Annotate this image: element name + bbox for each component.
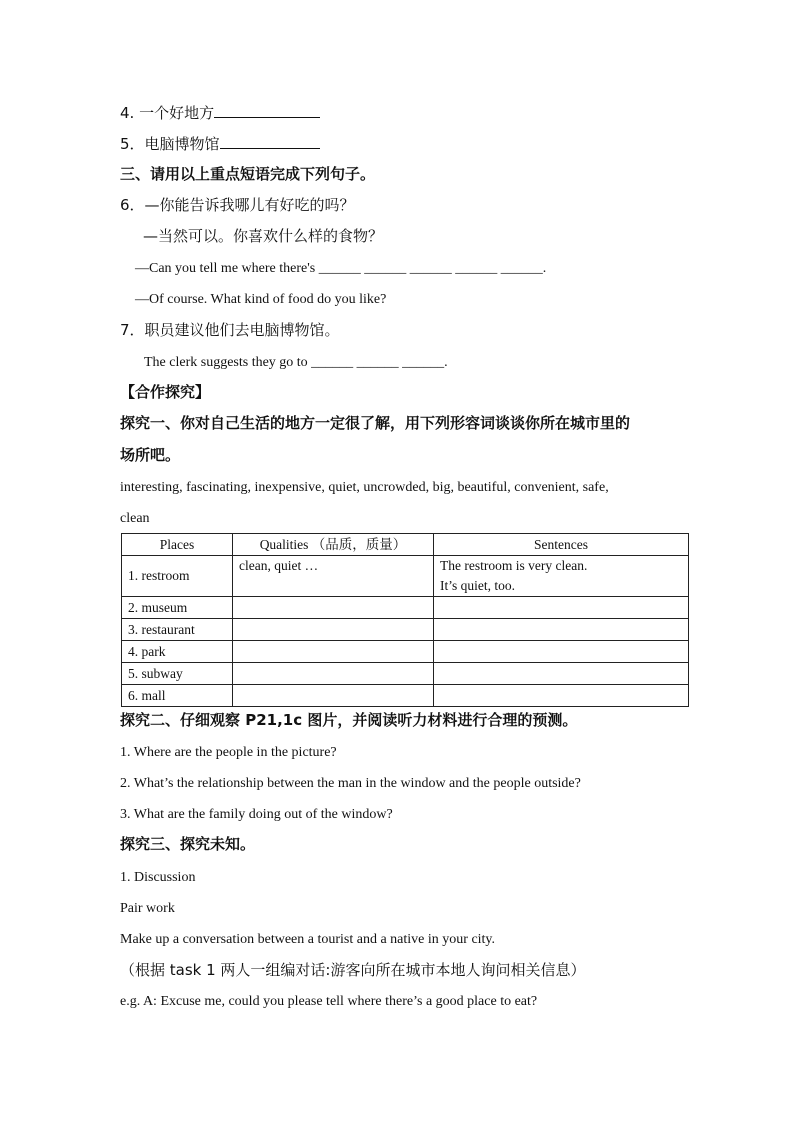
conversation-note: （根据 task 1 两人一组编对话:游客向所在城市本地人询问相关信息） xyxy=(120,961,586,979)
example-line: e.g. A: Excuse me, could you please tell where there’s a good place to eat? xyxy=(120,994,538,1009)
header-places: Places xyxy=(122,534,233,556)
table-header-row xyxy=(122,534,689,556)
q6-cn-line1: 6．—你能告诉我哪儿有好吃的吗？ xyxy=(120,196,355,214)
phrase-4 xyxy=(120,103,320,122)
table-row xyxy=(122,663,689,685)
table-row xyxy=(122,619,689,641)
place-cell: 4. park xyxy=(122,641,233,663)
table-row xyxy=(122,597,689,619)
discussion-item: 1. Discussion xyxy=(120,870,196,885)
explore2-question-3: 3. What are the family doing out of the window? xyxy=(120,807,393,822)
table-row xyxy=(122,641,689,663)
header-sentences: Sentences xyxy=(434,534,689,556)
adjectives-line2: clean xyxy=(120,511,150,526)
q6-cn-line2: —当然可以。你喜欢什么样的食物？ xyxy=(143,227,384,245)
q7-cn: 7．职员建议他们去电脑博物馆。 xyxy=(120,321,340,339)
q6-en-line2: —Of course. What kind of food do you like? xyxy=(135,292,387,307)
explore1-heading-line2: 场所吧。 xyxy=(120,446,181,464)
answer-blank[interactable] xyxy=(220,134,320,149)
quality-cell[interactable] xyxy=(233,685,434,707)
sentence-line: The restroom is very clean. xyxy=(440,558,588,573)
quality-cell[interactable] xyxy=(233,619,434,641)
conversation-instruction: Make up a conversation between a tourist and a native in your city. xyxy=(120,932,496,947)
sentence-cell[interactable] xyxy=(434,597,689,619)
place-cell: 6. mall xyxy=(122,685,233,707)
coop-heading: 【合作探究】 xyxy=(120,383,211,401)
answer-blank[interactable] xyxy=(214,103,320,118)
place-cell: 1. restroom xyxy=(122,556,233,597)
quality-cell[interactable] xyxy=(233,663,434,685)
places-table xyxy=(121,533,689,707)
sentence-cell[interactable] xyxy=(434,619,689,641)
explore3-heading: 探究三、探究未知。 xyxy=(120,835,256,853)
phrase-5 xyxy=(120,134,320,153)
header-qualities: Qualities （品质，质量） xyxy=(233,534,434,556)
sentence-cell[interactable] xyxy=(434,641,689,663)
place-cell: 2. museum xyxy=(122,597,233,619)
table-row xyxy=(122,685,689,707)
sentence-cell[interactable] xyxy=(434,663,689,685)
place-cell: 3. restaurant xyxy=(122,619,233,641)
sentence-cell[interactable] xyxy=(434,685,689,707)
quality-cell[interactable] xyxy=(233,641,434,663)
explore2-question-1: 1. Where are the people in the picture? xyxy=(120,745,337,760)
sentence-cell[interactable] xyxy=(434,556,689,597)
pair-work-label: Pair work xyxy=(120,901,175,916)
adjectives-line1: interesting, fascinating, inexpensive, quiet, uncrowded, big, beautiful, convenient, safe, xyxy=(120,480,609,495)
place-cell: 5. subway xyxy=(122,663,233,685)
phrase-4-text: 4. 一个好地方 xyxy=(120,104,215,122)
sentence-line: It’s quiet, too. xyxy=(440,578,515,593)
quality-cell[interactable]: clean, quiet … xyxy=(233,556,434,597)
explore2-question-2: 2. What’s the relationship between the man in the window and the people outside? xyxy=(120,776,581,791)
section3-heading: 三、请用以上重点短语完成下列句子。 xyxy=(120,165,376,183)
quality-cell[interactable] xyxy=(233,597,434,619)
q7-en: The clerk suggests they go to ______ ______ ______. xyxy=(144,355,448,370)
table-row xyxy=(122,556,689,597)
phrase-5-text: 5．电脑博物馆 xyxy=(120,135,220,153)
explore1-heading-line1: 探究一、你对自己生活的地方一定很了解，用下列形容词谈谈你所在城市里的 xyxy=(120,414,631,432)
explore2-heading: 探究二、仔细观察 P21,1c 图片，并阅读听力材料进行合理的预测。 xyxy=(120,711,578,729)
q6-en-line1: —Can you tell me where there's ______ ______ ______ ______ ______. xyxy=(135,261,547,276)
